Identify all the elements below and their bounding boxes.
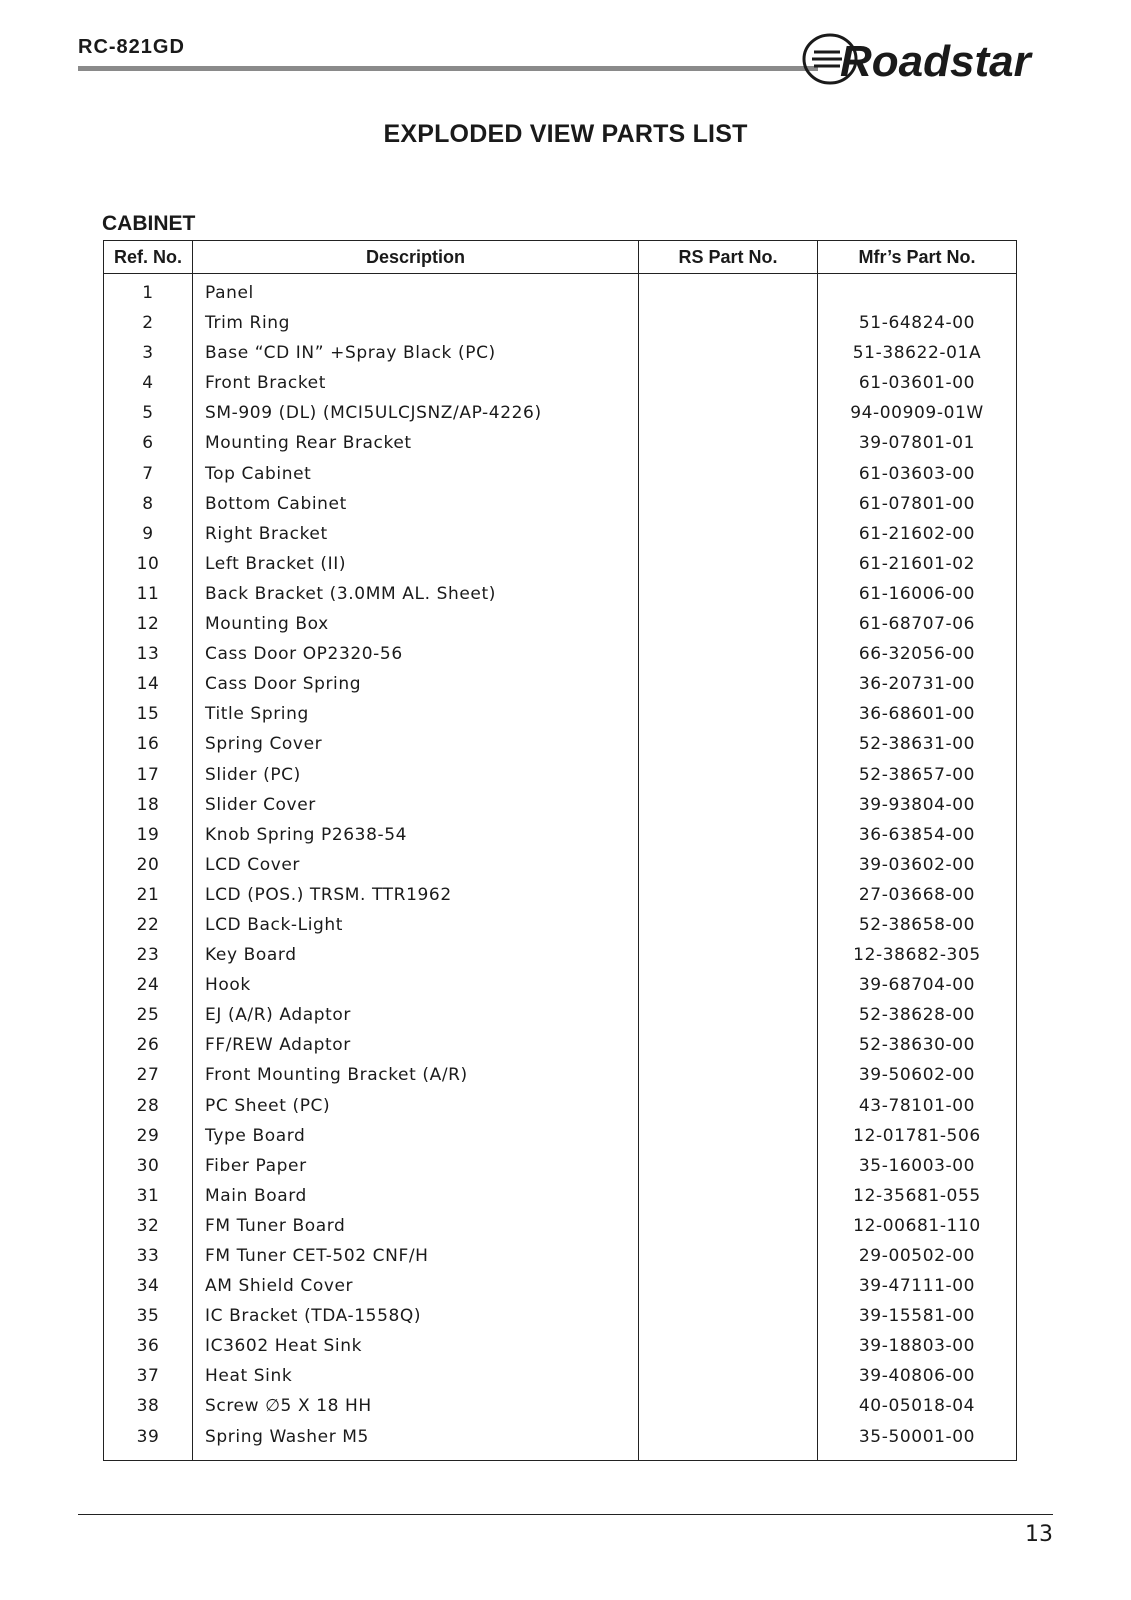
rs-part-cell <box>639 1181 817 1211</box>
ref-cell: 7 <box>142 463 154 484</box>
ref-cell: 34 <box>136 1276 160 1297</box>
mfr-part-cell: 39-68704-00 <box>858 975 976 996</box>
description-cell: Left Bracket (II) <box>205 553 347 574</box>
mfr-part-cell: 52-38630-00 <box>858 1035 976 1056</box>
ref-cell: 21 <box>136 884 160 905</box>
rs-part-cell <box>639 368 817 398</box>
ref-cell: 4 <box>142 373 154 394</box>
ref-cell: 15 <box>136 704 160 725</box>
mfr-part-cell: 12-00681-110 <box>853 1215 981 1236</box>
description-cell: LCD Back-Light <box>205 914 344 935</box>
header-rule <box>78 66 818 71</box>
rs-part-cell <box>639 760 817 790</box>
rs-part-cell <box>639 519 817 549</box>
ref-cell: 19 <box>136 824 160 845</box>
mfr-part-cell: 52-38657-00 <box>858 764 976 785</box>
description-cell: Front Bracket <box>205 373 326 394</box>
ref-cell: 9 <box>142 523 154 544</box>
rs-part-column <box>638 274 817 1460</box>
description-cell: Key Board <box>205 945 297 966</box>
ref-cell: 39 <box>136 1426 160 1447</box>
mfr-part-cell: 61-21601-02 <box>858 553 976 574</box>
description-cell: Spring Cover <box>205 734 323 755</box>
description-cell: Base “CD IN” +Spray Black (PC) <box>205 343 496 364</box>
ref-cell: 16 <box>136 734 160 755</box>
mfr-part-cell: 29-00502-00 <box>858 1246 976 1266</box>
description-cell: FM Tuner CET-502 CNF/H <box>205 1246 429 1266</box>
mfr-part-cell: 35-16003-00 <box>858 1155 976 1176</box>
roadstar-logo <box>800 28 1060 90</box>
ref-cell: 23 <box>136 945 160 966</box>
mfr-part-cell: 39-50602-00 <box>858 1065 976 1086</box>
description-cell: Title Spring <box>205 704 309 725</box>
description-cell: Spring Washer M5 <box>205 1426 369 1447</box>
description-cell: Mounting Box <box>205 614 329 635</box>
rs-part-cell <box>639 1361 817 1391</box>
description-cell: Back Bracket (3.0MM AL. Sheet) <box>205 583 496 604</box>
mfr-part-cell: 52-38658-00 <box>858 914 976 935</box>
mfr-part-cell: 12-35681-055 <box>853 1185 981 1206</box>
ref-cell: 32 <box>136 1215 160 1236</box>
logo-wordmark: Roadstar <box>840 37 1031 86</box>
mfr-part-cell: 51-38622-01A <box>852 343 982 364</box>
mfr-part-cell: 36-63854-00 <box>858 824 976 845</box>
description-cell: Top Cabinet <box>205 463 312 484</box>
ref-cell: 10 <box>136 553 160 574</box>
column-header-description: Description <box>192 241 638 273</box>
rs-part-cell <box>639 820 817 850</box>
mfr-part-cell: 94-00909-01W <box>850 403 984 424</box>
ref-cell: 6 <box>142 433 154 454</box>
mfr-part-cell: 39-03602-00 <box>858 854 976 875</box>
rs-part-cell <box>639 609 817 639</box>
ref-cell: 12 <box>136 614 160 635</box>
ref-cell: 20 <box>136 854 160 875</box>
description-cell: Screw ∅5 X 18 HH <box>205 1396 372 1417</box>
mfr-part-cell: 27-03668-00 <box>858 884 976 905</box>
rs-part-cell <box>639 459 817 489</box>
column-header-ref: Ref. No. <box>113 246 182 267</box>
ref-cell: 8 <box>142 493 154 514</box>
mfr-part-cell: 61-16006-00 <box>858 583 976 604</box>
ref-cell: 14 <box>136 674 160 695</box>
rs-part-cell <box>639 880 817 910</box>
ref-column <box>104 274 192 1460</box>
mfr-part-cell: 39-18803-00 <box>858 1336 976 1357</box>
ref-cell: 17 <box>136 764 160 785</box>
description-cell: LCD (POS.) TRSM. TTR1962 <box>205 884 452 905</box>
description-cell: Heat Sink <box>205 1366 293 1387</box>
rs-part-cell <box>639 428 817 458</box>
ref-cell: 22 <box>136 914 160 935</box>
description-cell: LCD Cover <box>205 854 301 875</box>
ref-cell: 31 <box>136 1185 160 1206</box>
rs-part-cell <box>639 1121 817 1151</box>
rs-part-cell <box>639 639 817 669</box>
rs-part-cell <box>639 1211 817 1241</box>
ref-cell: 28 <box>136 1095 160 1116</box>
ref-cell: 1 <box>142 283 154 303</box>
rs-part-cell <box>639 398 817 428</box>
mfr-part-cell: 66-32056-00 <box>858 644 976 665</box>
rs-part-cell <box>639 1301 817 1331</box>
mfr-part-cell: 36-68601-00 <box>858 704 976 725</box>
description-cell: AM Shield Cover <box>205 1276 354 1297</box>
description-cell: Front Mounting Bracket (A/R) <box>205 1065 468 1086</box>
ref-cell: 29 <box>136 1125 160 1146</box>
page-number: 13 <box>1025 1522 1053 1547</box>
description-cell: Bottom Cabinet <box>205 493 347 514</box>
rs-part-cell <box>639 489 817 519</box>
footer-rule <box>78 1514 1053 1515</box>
ref-cell: 18 <box>136 794 160 815</box>
rs-part-cell <box>639 669 817 699</box>
ref-cell: 30 <box>136 1155 160 1176</box>
rs-part-cell <box>639 1422 817 1452</box>
rs-part-cell <box>639 1391 817 1421</box>
rs-part-cell <box>639 308 817 338</box>
rs-part-cell <box>639 1241 817 1271</box>
column-header-mfr-part: Mfr’s Part No. <box>817 241 1016 273</box>
mfr-part-cell: 61-21602-00 <box>858 523 976 544</box>
rs-part-cell <box>639 1030 817 1060</box>
rs-part-cell <box>639 1060 817 1090</box>
mfr-part-cell: 61-07801-00 <box>858 493 976 514</box>
description-cell: Cass Door Spring <box>205 674 362 695</box>
rs-part-cell <box>639 1000 817 1030</box>
description-cell: Slider (PC) <box>205 764 301 785</box>
rs-part-cell <box>639 940 817 970</box>
ref-cell: 33 <box>136 1246 160 1266</box>
ref-cell: 2 <box>142 313 154 334</box>
description-cell: Fiber Paper <box>205 1155 307 1176</box>
description-cell: IC Bracket (TDA-1558Q) <box>205 1306 422 1327</box>
description-cell: Knob Spring P2638-54 <box>205 824 408 845</box>
rs-part-cell <box>639 850 817 880</box>
ref-cell: 3 <box>142 343 154 364</box>
mfr-part-cell: 52-38631-00 <box>858 734 976 755</box>
model-number: RC-821GD <box>78 36 185 58</box>
mfr-part-cell: 39-40806-00 <box>858 1366 976 1387</box>
ref-cell: 38 <box>136 1396 160 1417</box>
mfr-part-cell: 52-38628-00 <box>858 1005 976 1026</box>
mfr-part-cell: 61-03603-00 <box>858 463 976 484</box>
mfr-part-cell: 43-78101-00 <box>858 1095 976 1116</box>
ref-cell: 24 <box>136 975 160 996</box>
column-header-rs-part: RS Part No. <box>638 241 817 273</box>
mfr-part-cell: 61-03601-00 <box>858 373 976 394</box>
description-cell: Right Bracket <box>205 523 328 544</box>
rs-part-cell <box>639 699 817 729</box>
rs-part-cell <box>639 790 817 820</box>
ref-cell: 26 <box>136 1035 160 1056</box>
rs-part-cell <box>639 579 817 609</box>
mfr-part-cell: 12-38682-305 <box>853 945 981 966</box>
description-cell: Panel <box>205 283 254 303</box>
ref-cell: 27 <box>136 1065 160 1086</box>
rs-part-cell <box>639 910 817 940</box>
ref-cell: 11 <box>136 583 160 604</box>
description-cell: Trim Ring <box>205 313 291 334</box>
description-cell: Hook <box>205 975 251 996</box>
description-cell: Main Board <box>205 1185 307 1206</box>
rs-part-cell <box>639 338 817 368</box>
rs-part-cell <box>639 549 817 579</box>
rs-part-cell <box>639 1271 817 1301</box>
description-cell: PC Sheet (PC) <box>205 1095 331 1116</box>
table-header <box>104 241 1016 274</box>
mfr-part-cell: 39-93804-00 <box>858 794 976 815</box>
description-cell: EJ (A/R) Adaptor <box>205 1005 351 1026</box>
mfr-part-cell: 40-05018-04 <box>858 1396 976 1417</box>
ref-cell: 5 <box>142 403 154 424</box>
ref-cell: 13 <box>136 644 160 665</box>
description-cell: FM Tuner Board <box>205 1215 346 1236</box>
rs-part-cell <box>639 278 817 308</box>
description-cell: FF/REW Adaptor <box>205 1035 351 1056</box>
mfr-part-cell: 39-47111-00 <box>858 1276 976 1297</box>
description-cell: Type Board <box>205 1125 306 1146</box>
rs-part-cell <box>639 970 817 1000</box>
mfr-part-cell: 12-01781-506 <box>853 1125 981 1146</box>
ref-cell: 36 <box>136 1336 160 1357</box>
table-body <box>104 274 1016 1460</box>
mfr-part-cell <box>818 278 1016 308</box>
mfr-part-cell: 61-68707-06 <box>858 614 976 635</box>
page-title: EXPLODED VIEW PARTS LIST <box>383 120 748 148</box>
rs-part-cell <box>639 1091 817 1121</box>
section-title: CABINET <box>102 212 196 235</box>
mfr-part-cell: 39-07801-01 <box>858 433 976 454</box>
rs-part-cell <box>639 1331 817 1361</box>
rs-part-cell <box>639 1151 817 1181</box>
rs-part-cell <box>639 729 817 759</box>
description-cell: IC3602 Heat Sink <box>205 1336 363 1357</box>
mfr-part-cell: 35-50001-00 <box>858 1426 976 1447</box>
description-cell: SM-909 (DL) (MCI5ULCJSNZ/AP-4226) <box>205 403 542 424</box>
ref-cell: 25 <box>136 1005 160 1026</box>
description-cell: Slider Cover <box>205 794 316 815</box>
ref-cell: 37 <box>136 1366 160 1387</box>
ref-cell: 35 <box>136 1306 160 1327</box>
parts-table <box>103 240 1017 1461</box>
mfr-part-cell: 36-20731-00 <box>858 674 976 695</box>
mfr-part-cell: 39-15581-00 <box>858 1306 976 1327</box>
description-column <box>192 274 638 1460</box>
description-cell: Cass Door OP2320-56 <box>205 644 403 665</box>
description-cell: Mounting Rear Bracket <box>205 433 412 454</box>
mfr-part-cell: 51-64824-00 <box>858 313 976 334</box>
mfr-part-column <box>817 274 1016 1460</box>
